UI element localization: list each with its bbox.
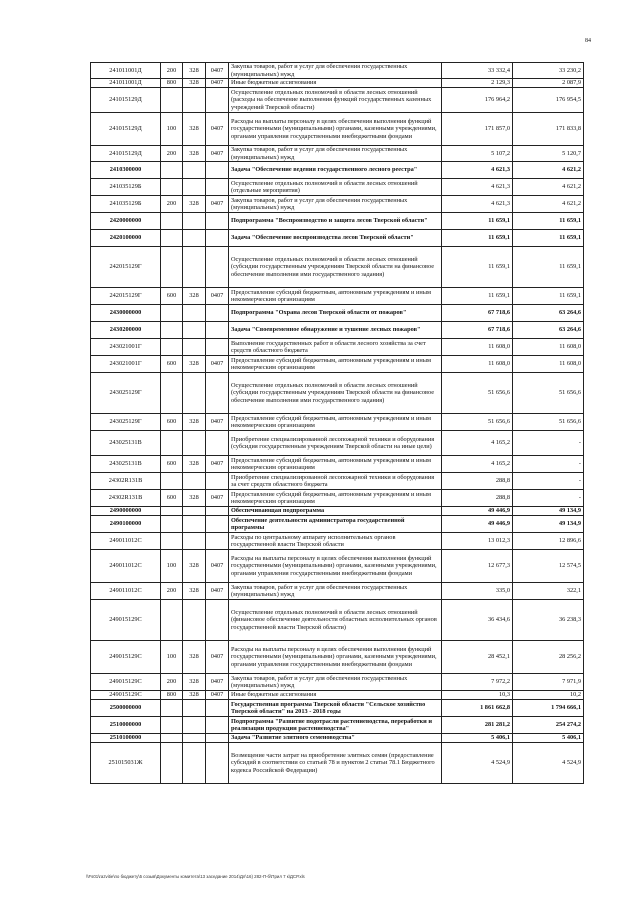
amount-actual-cell: 322,1 [513,583,584,600]
description-cell: Осуществление отдельных полномочий в области лесных отношений (субсидии государственным учреждениям Тверской области на финансовое обеспечение выполнения ими государственного задания) [229,247,442,288]
expense-type-cell [161,247,183,288]
amount-actual-cell: 51 656,6 [513,414,584,431]
description-cell: Осуществление отдельных полномочий в области лесных отношений (финансовое обеспечение деятельности областных исполнительных органов государственной власти Тверской области) [229,600,442,641]
amount-planned-cell: 13 012,3 [442,533,513,550]
code-cell: 249015129С [91,674,161,691]
amount-actual-cell: 11 659,1 [513,288,584,305]
amount-planned-cell: 10,3 [442,691,513,700]
amount-actual-cell: 5 120,7 [513,146,584,162]
section-cell [206,700,229,717]
admin-code-cell [183,700,206,717]
code-cell: 249011012С [91,550,161,583]
admin-code-cell [183,305,206,322]
description-cell: Подпрограмма "Охрана лесов Тверской области от пожаров" [229,305,442,322]
amount-actual-cell: - [513,490,584,507]
description-cell: Осуществление отдельных полномочий в области лесных отношений (отдельные мероприятия) [229,179,442,196]
code-cell: 2490100000 [91,516,161,533]
table-row [91,79,584,88]
code-cell: 242015129Г [91,288,161,305]
expense-type-cell [161,339,183,356]
section-cell: 0407 [206,674,229,691]
admin-code-cell: 328 [183,456,206,473]
code-cell: 243025129Г [91,373,161,414]
table-row [91,356,584,373]
section-cell [206,247,229,288]
section-cell: 0407 [206,550,229,583]
amount-planned-cell: 288,8 [442,473,513,490]
amount-actual-cell: 11 659,1 [513,230,584,247]
description-cell: Выполнение государственных работ в области лесного хозяйства за счет средств областного бюджета [229,339,442,356]
section-cell: 0407 [206,490,229,507]
amount-planned-cell: 288,8 [442,490,513,507]
amount-actual-cell: - [513,456,584,473]
amount-actual-cell: 2 087,9 [513,79,584,88]
expense-type-cell: 800 [161,79,183,88]
admin-code-cell [183,717,206,734]
expense-type-cell: 200 [161,196,183,213]
code-cell: 2510100000 [91,734,161,743]
description-cell: Расходы на выплаты персоналу в целях обеспечения выполнения функций государственными (муниципальными) органами, казенными учреждениями, органами управления государственными внебюджетными фондами [229,550,442,583]
section-cell [206,373,229,414]
expense-type-cell [161,179,183,196]
description-cell: Закупка товаров, работ и услуг для обеспечения государственных (муниципальных) нужд [229,146,442,162]
amount-planned-cell: 7 972,2 [442,674,513,691]
code-cell: 241035129Б [91,196,161,213]
amount-planned-cell: 5 107,2 [442,146,513,162]
code-cell: 241015129Д [91,146,161,162]
admin-code-cell: 328 [183,414,206,431]
code-cell: 249015129С [91,691,161,700]
amount-actual-cell: 10,2 [513,691,584,700]
section-cell: 0407 [206,456,229,473]
description-cell: Расходы на выплаты персоналу в целях обеспечения выполнения функций государственными (муниципальными) органами, казенными учреждениями, органами управления государственными внебюджетными фондами [229,113,442,146]
description-cell: Иные бюджетные ассигнования [229,691,442,700]
expense-type-cell [161,600,183,641]
section-cell: 0407 [206,288,229,305]
section-cell [206,179,229,196]
code-cell: 241015129Д [91,113,161,146]
amount-planned-cell: 11 659,1 [442,213,513,230]
amount-actual-cell: 176 954,5 [513,88,584,113]
expense-type-cell [161,700,183,717]
amount-actual-cell: 4 524,9 [513,743,584,784]
amount-actual-cell: 4 621,2 [513,179,584,196]
table-row [91,213,584,230]
table-row [91,113,584,146]
admin-code-cell: 328 [183,146,206,162]
expense-type-cell [161,473,183,490]
amount-actual-cell: - [513,431,584,456]
amount-actual-cell: 11 659,1 [513,213,584,230]
table-row [91,63,584,79]
amount-planned-cell: 5 406,1 [442,734,513,743]
amount-planned-cell: 33 332,4 [442,63,513,79]
table-row [91,641,584,674]
code-cell: 2430000000 [91,305,161,322]
amount-actual-cell: 1 794 666,1 [513,700,584,717]
description-cell: Подпрограмма "Развитие подотрасли растениеводства, переработки и реализации продукции растениеводства" [229,717,442,734]
code-cell: 243025131В [91,456,161,473]
description-cell: Подпрограмма "Воспроизводство и защита лесов Тверской области" [229,213,442,230]
amount-actual-cell: 4 621,2 [513,162,584,179]
amount-planned-cell: 28 452,1 [442,641,513,674]
amount-actual-cell: 12 896,6 [513,533,584,550]
section-cell [206,431,229,456]
admin-code-cell [183,179,206,196]
amount-planned-cell: 4 165,2 [442,456,513,473]
amount-actual-cell: 11 608,0 [513,339,584,356]
amount-planned-cell: 51 656,6 [442,414,513,431]
amount-planned-cell: 4 621,3 [442,162,513,179]
description-cell: Закупка товаров, работ и услуг для обеспечения государственных (муниципальных) нужд [229,196,442,213]
admin-code-cell: 328 [183,196,206,213]
admin-code-cell: 328 [183,356,206,373]
admin-code-cell [183,734,206,743]
description-cell: Осуществление отдельных полномочий в области лесных отношений (расходы на обеспечение выполнения функций государственных казенных учреждений Тверской области) [229,88,442,113]
description-cell: Задача "Развитие элитного семеноводства" [229,734,442,743]
table-row [91,490,584,507]
expense-type-cell [161,516,183,533]
section-cell [206,743,229,784]
section-cell [206,213,229,230]
section-cell [206,339,229,356]
admin-code-cell [183,473,206,490]
table-row [91,473,584,490]
amount-actual-cell: 254 274,2 [513,717,584,734]
code-cell: 241011001Д [91,79,161,88]
section-cell [206,305,229,322]
table-row [91,179,584,196]
budget-table [90,62,584,784]
section-cell: 0407 [206,146,229,162]
table-row [91,322,584,339]
table-row [91,339,584,356]
description-cell: Обеспечивающая подпрограмма [229,507,442,516]
section-cell [206,88,229,113]
description-cell: Приобретение специализированной лесопожарной техники и оборудования за счет средств областного бюджета [229,473,442,490]
code-cell: 2510000000 [91,717,161,734]
description-cell: Закупка товаров, работ и услуг для обеспечения государственных (муниципальных) нужд [229,674,442,691]
table-row [91,373,584,414]
admin-code-cell: 328 [183,550,206,583]
admin-code-cell: 328 [183,113,206,146]
amount-actual-cell: 28 256,2 [513,641,584,674]
section-cell: 0407 [206,691,229,700]
admin-code-cell [183,533,206,550]
expense-type-cell [161,305,183,322]
section-cell [206,507,229,516]
section-cell: 0407 [206,641,229,674]
code-cell: 243021001Г [91,339,161,356]
expense-type-cell: 600 [161,288,183,305]
amount-planned-cell: 2 129,3 [442,79,513,88]
amount-planned-cell: 176 964,2 [442,88,513,113]
code-cell: 2430200000 [91,322,161,339]
code-cell: 249011012С [91,533,161,550]
expense-type-cell [161,431,183,456]
admin-code-cell [183,373,206,414]
amount-planned-cell: 36 434,6 [442,600,513,641]
admin-code-cell [183,600,206,641]
code-cell: 2420000000 [91,213,161,230]
description-cell: Обеспечение деятельности администратора государственной программы [229,516,442,533]
description-cell: Задача "Своевременное обнаружение и тушение лесных пожаров" [229,322,442,339]
amount-actual-cell: 171 833,8 [513,113,584,146]
description-cell: Предоставление субсидий бюджетным, автономным учреждениям и иным некоммерческим организациям [229,414,442,431]
section-cell [206,600,229,641]
expense-type-cell [161,213,183,230]
admin-code-cell [183,431,206,456]
amount-actual-cell: - [513,473,584,490]
table-row [91,146,584,162]
section-cell [206,230,229,247]
amount-planned-cell: 4 165,2 [442,431,513,456]
expense-type-cell [161,373,183,414]
description-cell: Задача "Обеспечение воспроизводства лесов Тверской области" [229,230,442,247]
admin-code-cell: 328 [183,288,206,305]
admin-code-cell: 328 [183,490,206,507]
code-cell: 2420100000 [91,230,161,247]
section-cell: 0407 [206,113,229,146]
expense-type-cell [161,734,183,743]
expense-type-cell [161,230,183,247]
code-cell: 2410300000 [91,162,161,179]
table-row [91,717,584,734]
amount-planned-cell: 12 677,3 [442,550,513,583]
table-row [91,456,584,473]
amount-planned-cell: 51 656,6 [442,373,513,414]
section-cell: 0407 [206,583,229,600]
code-cell: 243025131В [91,431,161,456]
expense-type-cell [161,743,183,784]
code-cell: 241015129Д [91,88,161,113]
amount-actual-cell: 12 574,5 [513,550,584,583]
table-row [91,583,584,600]
description-cell: Закупка товаров, работ и услуг для обеспечения государственных (муниципальных) нужд [229,63,442,79]
amount-planned-cell: 1 861 662,8 [442,700,513,717]
section-cell [206,533,229,550]
amount-actual-cell: 33 230,2 [513,63,584,79]
table-row [91,414,584,431]
admin-code-cell: 328 [183,79,206,88]
table-row [91,691,584,700]
code-cell: 241011001Д [91,63,161,79]
expense-type-cell [161,162,183,179]
amount-planned-cell: 171 857,0 [442,113,513,146]
admin-code-cell [183,507,206,516]
table-row [91,288,584,305]
code-cell: 251015031Ж [91,743,161,784]
description-cell: Расходы на выплаты персоналу в целях обеспечения выполнения функций государственными (муниципальными) органами, казенными учреждениями, органами управления государственными внебюджетными фондами [229,641,442,674]
expense-type-cell: 200 [161,63,183,79]
admin-code-cell [183,213,206,230]
amount-actual-cell: 7 971,9 [513,674,584,691]
amount-actual-cell: 4 621,2 [513,196,584,213]
amount-planned-cell: 4 621,3 [442,196,513,213]
table-row [91,516,584,533]
amount-planned-cell: 11 659,1 [442,247,513,288]
admin-code-cell [183,516,206,533]
table-row [91,700,584,717]
description-cell: Приобретение специализированной лесопожарной техники и оборудования (субсидия государственным учреждениям Тверской области на иные цели) [229,431,442,456]
admin-code-cell: 328 [183,641,206,674]
page-number: 84 [585,38,591,44]
table-row [91,196,584,213]
section-cell [206,734,229,743]
section-cell: 0407 [206,196,229,213]
admin-code-cell [183,247,206,288]
expense-type-cell: 100 [161,550,183,583]
code-cell: 249015129С [91,641,161,674]
expense-type-cell [161,88,183,113]
admin-code-cell: 328 [183,691,206,700]
expense-type-cell: 600 [161,456,183,473]
section-cell: 0407 [206,356,229,373]
table-row [91,674,584,691]
code-cell: 242015129Г [91,247,161,288]
expense-type-cell: 600 [161,356,183,373]
section-cell: 0407 [206,414,229,431]
table-row [91,88,584,113]
code-cell: 2490000000 [91,507,161,516]
table-row [91,247,584,288]
amount-planned-cell: 11 659,1 [442,288,513,305]
section-cell: 0407 [206,79,229,88]
code-cell: 2500000000 [91,700,161,717]
section-cell [206,322,229,339]
table-row [91,600,584,641]
section-cell: 0407 [206,63,229,79]
description-cell: Предоставление субсидий бюджетным, автономным учреждениям и иным некоммерческим организациям [229,288,442,305]
description-cell: Иные бюджетные ассигнования [229,79,442,88]
table-row [91,533,584,550]
expense-type-cell: 100 [161,641,183,674]
description-cell: Государственная программа Тверской области "Сельское хозяйство Тверской области" на 2013 - 2018 годы [229,700,442,717]
amount-planned-cell: 49 446,9 [442,516,513,533]
table-row [91,230,584,247]
amount-actual-cell: 63 264,6 [513,305,584,322]
expense-type-cell: 200 [161,583,183,600]
amount-actual-cell: 36 238,3 [513,600,584,641]
amount-planned-cell: 11 608,0 [442,339,513,356]
table-row [91,743,584,784]
admin-code-cell: 328 [183,63,206,79]
file-path-footer: \\Fs01\razvitie\по бюджету\5 созыв\Документы комитета\13 заседание 2014\Дл\16) 282-П-б\Прил 7 к\ДСР.xls [86,874,305,879]
admin-code-cell: 328 [183,674,206,691]
admin-code-cell [183,88,206,113]
expense-type-cell [161,533,183,550]
code-cell: 243021001Г [91,356,161,373]
admin-code-cell [183,743,206,784]
amount-planned-cell: 67 718,6 [442,322,513,339]
description-cell: Осуществление отдельных полномочий в области лесных отношений (субсидии государственным учреждениям Тверской области на финансовое обеспечение выполнения ими государственного задания) [229,373,442,414]
amount-actual-cell: 51 656,6 [513,373,584,414]
section-cell [206,473,229,490]
code-cell: 241035129Б [91,179,161,196]
code-cell: 243025129Г [91,414,161,431]
table-row [91,550,584,583]
code-cell: 24302R131В [91,473,161,490]
table-row [91,305,584,322]
amount-planned-cell: 67 718,6 [442,305,513,322]
admin-code-cell: 328 [183,583,206,600]
admin-code-cell [183,339,206,356]
description-cell: Задача "Обеспечение ведения государственного лесного реестра" [229,162,442,179]
admin-code-cell [183,162,206,179]
table-row [91,431,584,456]
admin-code-cell [183,322,206,339]
description-cell: Расходы по центральному аппарату исполнительных органов государственной власти Тверской области [229,533,442,550]
description-cell: Предоставление субсидий бюджетным, автономным учреждениям и иным некоммерческим организациям [229,356,442,373]
amount-actual-cell: 5 406,1 [513,734,584,743]
amount-planned-cell: 335,0 [442,583,513,600]
description-cell: Возмещение части затрат на приобретение элитных семян (предоставление субсидий в соответствии со статьей 78 и пунктом 2 статьи 78.1 Бюджетного кодекса Российской Федерации) [229,743,442,784]
section-cell [206,162,229,179]
expense-type-cell: 200 [161,146,183,162]
amount-actual-cell: 63 264,6 [513,322,584,339]
amount-planned-cell: 4 621,3 [442,179,513,196]
expense-type-cell: 200 [161,674,183,691]
section-cell [206,516,229,533]
code-cell: 24302R131В [91,490,161,507]
amount-planned-cell: 4 524,9 [442,743,513,784]
table-row [91,734,584,743]
expense-type-cell [161,322,183,339]
table-row [91,162,584,179]
amount-planned-cell: 11 608,0 [442,356,513,373]
code-cell: 249011012С [91,583,161,600]
amount-planned-cell: 49 446,9 [442,507,513,516]
amount-planned-cell: 11 659,1 [442,230,513,247]
admin-code-cell [183,230,206,247]
amount-planned-cell: 281 281,2 [442,717,513,734]
amount-actual-cell: 11 659,1 [513,247,584,288]
expense-type-cell: 800 [161,691,183,700]
section-cell [206,717,229,734]
code-cell: 249015129С [91,600,161,641]
description-cell: Закупка товаров, работ и услуг для обеспечения государственных (муниципальных) нужд [229,583,442,600]
expense-type-cell: 100 [161,113,183,146]
amount-actual-cell: 49 134,9 [513,516,584,533]
table-row [91,507,584,516]
description-cell: Предоставление субсидий бюджетным, автономным учреждениям и иным некоммерческим организациям [229,490,442,507]
amount-actual-cell: 11 608,0 [513,356,584,373]
description-cell: Предоставление субсидий бюджетным, автономным учреждениям и иным некоммерческим организациям [229,456,442,473]
expense-type-cell [161,717,183,734]
expense-type-cell [161,507,183,516]
expense-type-cell: 600 [161,414,183,431]
amount-actual-cell: 49 134,9 [513,507,584,516]
expense-type-cell: 600 [161,490,183,507]
